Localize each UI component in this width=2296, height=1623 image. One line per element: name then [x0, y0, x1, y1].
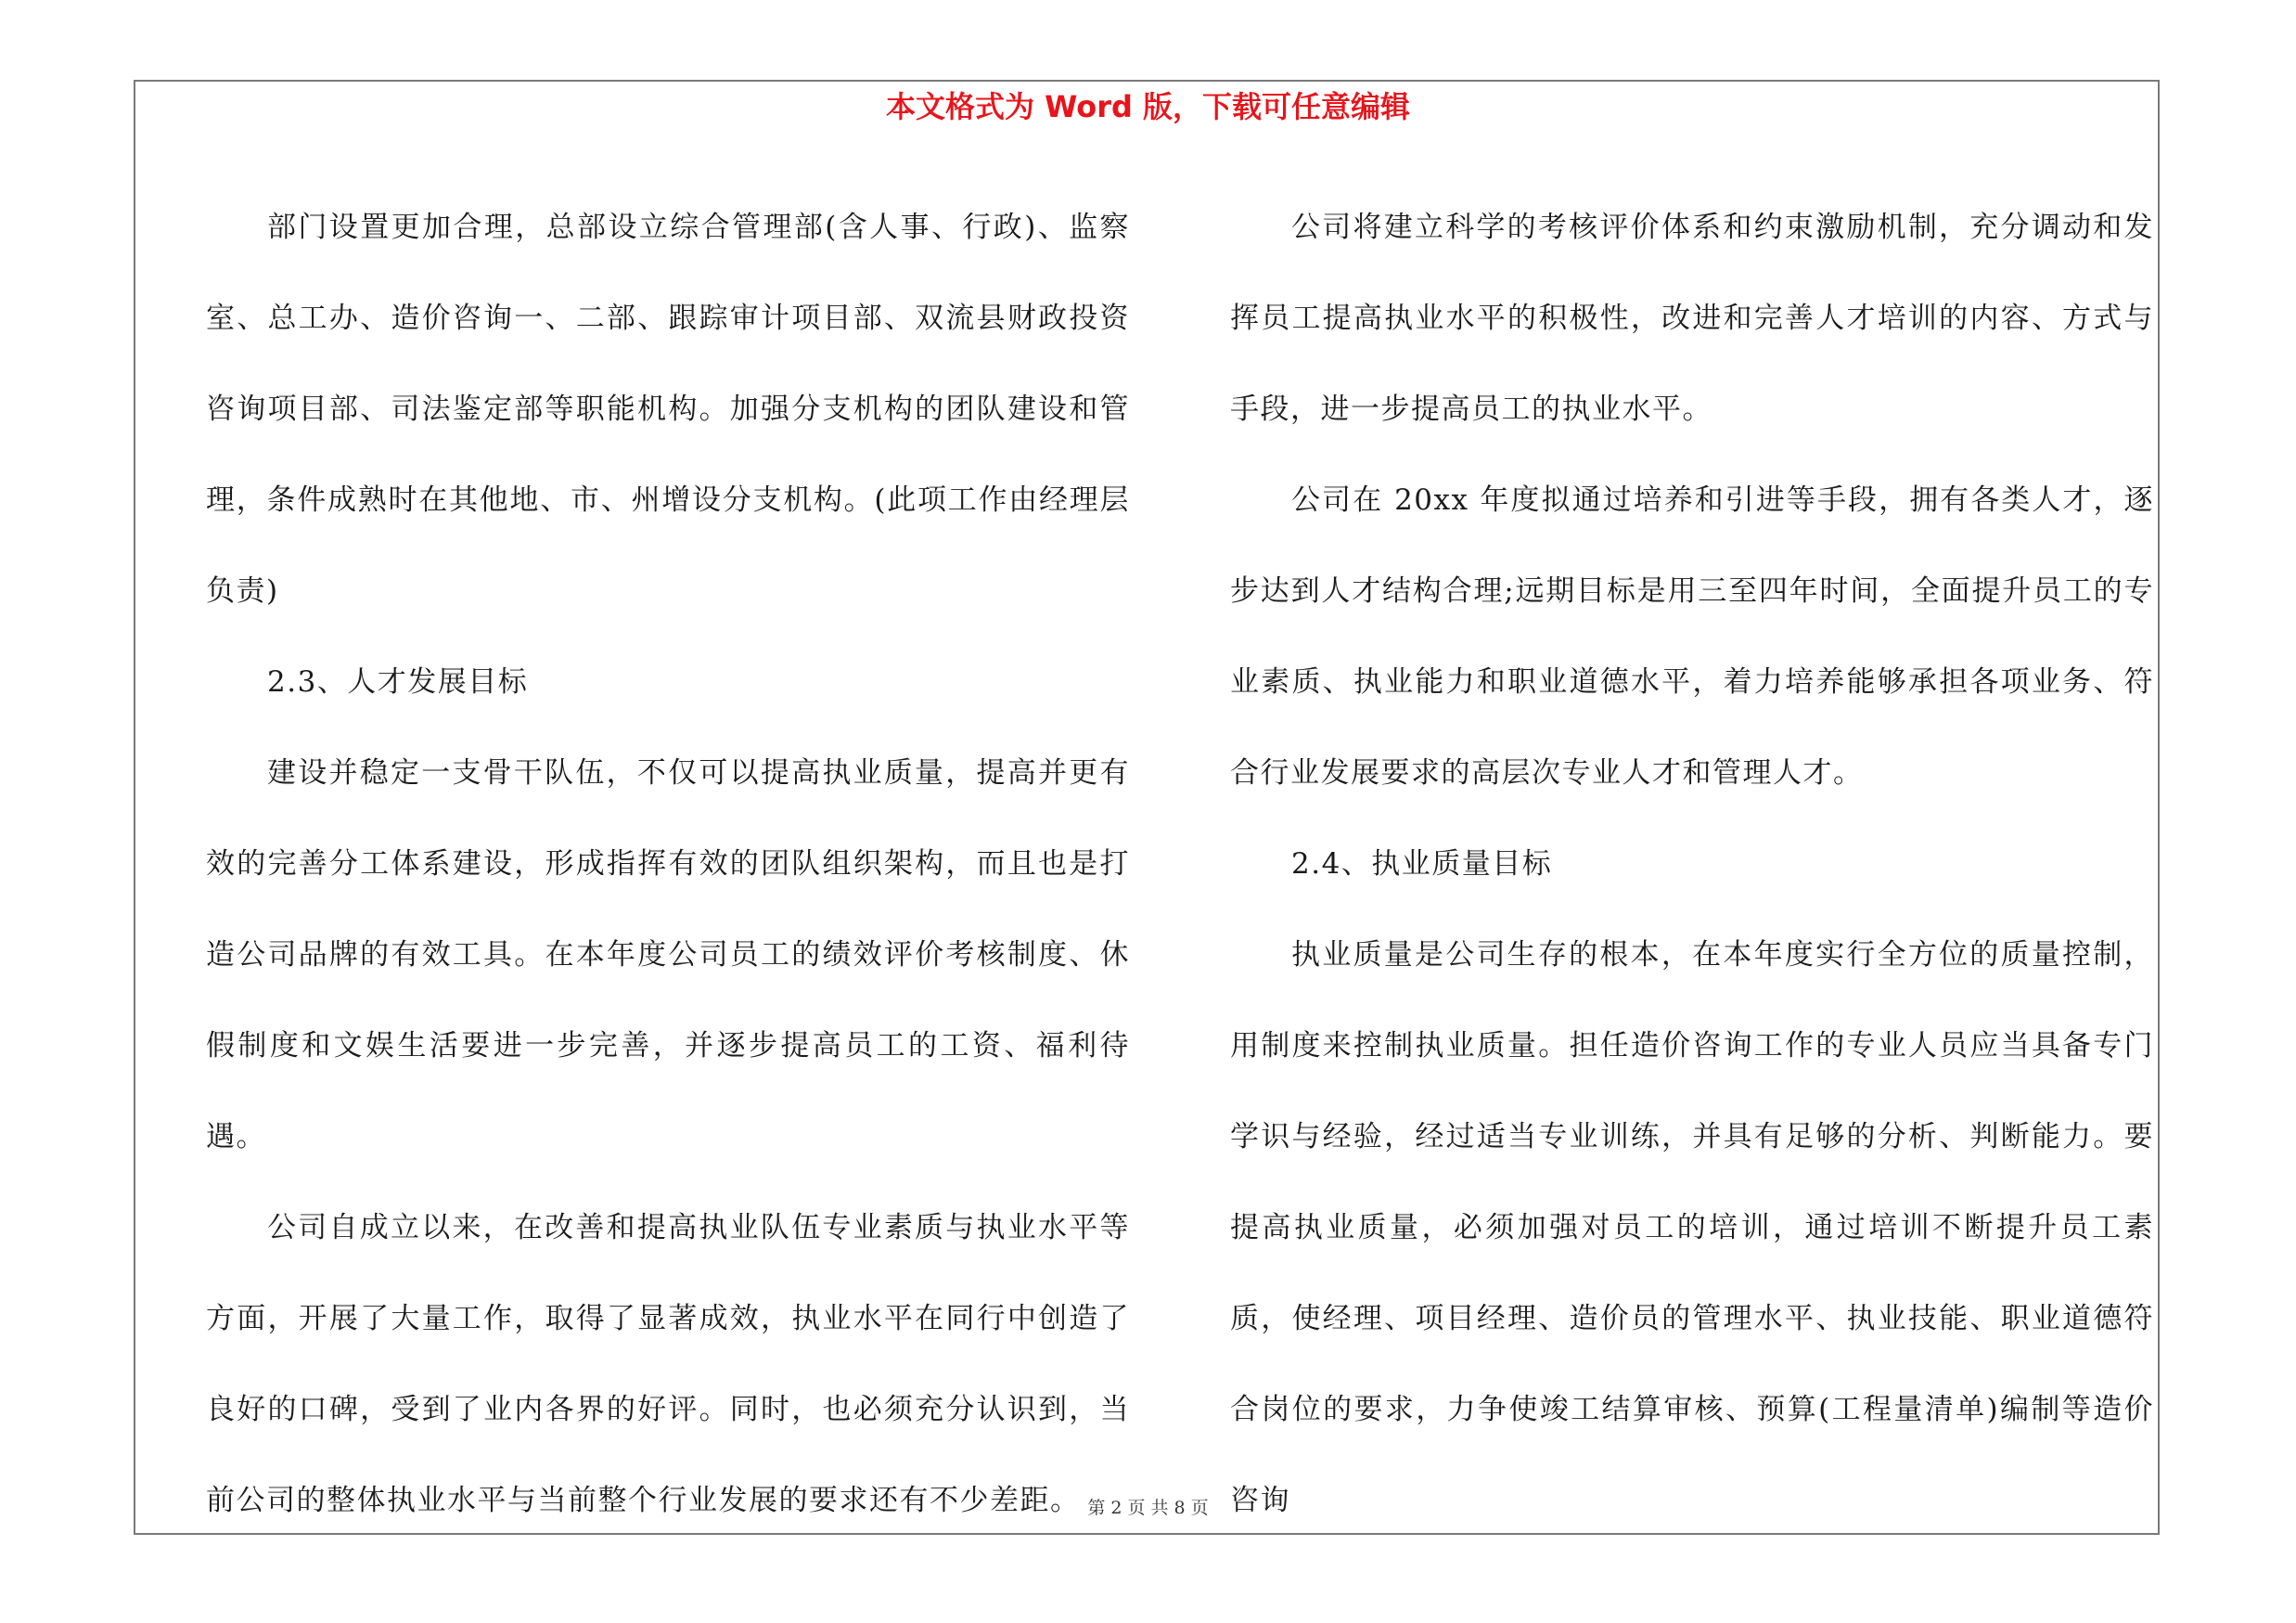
left-column [206, 182, 1130, 1546]
paragraph-core-team: 建设并稳定一支骨干队伍，不仅可以提高执业质量，提高并更有效的完善分工体系建设，形成指挥有效的团队组织架构，而且也是打造公司品牌的有效工具。在本年度公司员工的绩效评价考核制度、休假制度和文娱生活要进一步完善，并逐步提高员工的工资、福利待遇。 [206, 756, 1130, 1153]
page-number: 第 2 页 共 8 页 [1087, 1498, 1209, 1518]
word-format-banner: 本文格式为 Word 版，下载可任意编辑 [885, 89, 1411, 124]
section-heading-quality-goals: 2.4、执业质量目标 [1291, 847, 1553, 881]
right-column [1230, 182, 2154, 1546]
paragraph-evaluation-system: 公司将建立科学的考核评价体系和约束激励机制，充分调动和发挥员工提高执业水平的积极性，改进和完善人才培训的内容、方式与手段，进一步提高员工的执业水平。 [1230, 211, 2154, 426]
paragraph-company-history: 公司自成立以来，在改善和提高执业队伍专业素质与执业水平等方面，开展了大量工作，取得了显著成效，执业水平在同行中创造了良好的口碑，受到了业内各界的好评。同时，也必须充分认识到，当前公司的整体执业水平与当前整个行业发展的要求还有不少差距。 [206, 1211, 1130, 1517]
paragraph-practice-quality: 执业质量是公司生存的根本，在本年度实行全方位的质量控制，用制度来控制执业质量。担任造价咨询工作的专业人员应当具备专门学识与经验，经过适当专业训练，并具有足够的分析、判断能力。要提高执业质量，必须加强对员工的培训，通过培训不断提升员工素质，使经理、项目经理、造价员的管理水平、执业技能、职业道德符合岗位的要求，力争使竣工结算审核、预算(工程量清单)编制等造价咨询 [1230, 938, 2154, 1517]
paragraph-department-setup: 部门设置更加合理，总部设立综合管理部(含人事、行政)、监察室、总工办、造价咨询一、二部、跟踪审计项目部、双流县财政投资咨询项目部、司法鉴定部等职能机构。加强分支机构的团队建设和管理，条件成熟时在其他地、市、州增设分支机构。(此项工作由经理层负责) [206, 211, 1130, 608]
section-heading-talent-goals: 2.3、人才发展目标 [267, 665, 529, 699]
paragraph-talent-plan: 公司在 20xx 年度拟通过培养和引进等手段，拥有各类人才，逐步达到人才结构合理;远期目标是用三至四年时间，全面提升员工的专业素质、执业能力和职业道德水平，着力培养能够承担各项业务、符合行业发展要求的高层次专业人才和管理人才。 [1230, 483, 2154, 790]
